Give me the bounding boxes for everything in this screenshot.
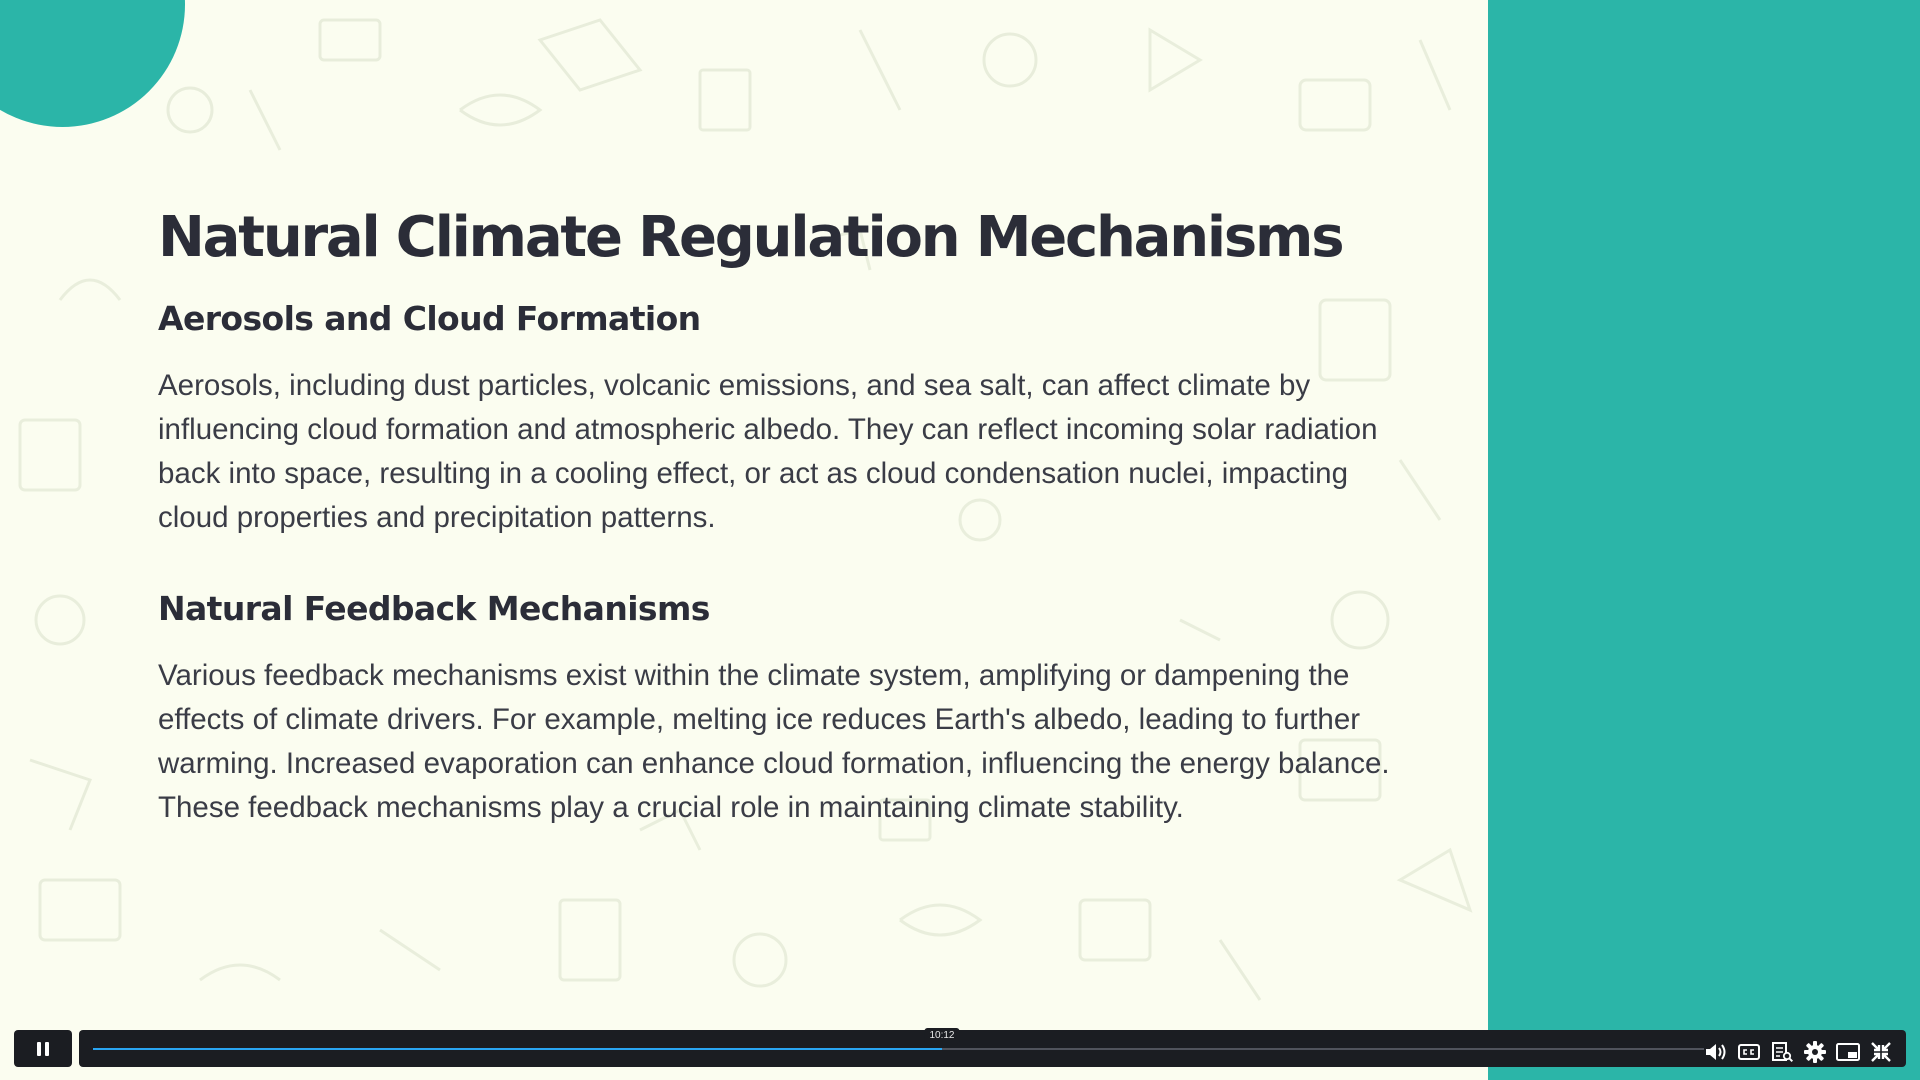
teal-side-panel bbox=[1488, 0, 1920, 1080]
closed-captions-icon[interactable] bbox=[1736, 1040, 1761, 1065]
pause-icon bbox=[37, 1042, 49, 1056]
pause-button[interactable] bbox=[14, 1030, 72, 1067]
settings-icon[interactable] bbox=[1802, 1040, 1827, 1065]
exit-fullscreen-icon[interactable] bbox=[1868, 1040, 1893, 1065]
player-control-bar bbox=[0, 1026, 1920, 1070]
section-body-feedback: Various feedback mechanisms exist within the climate system, amplifying or dampening the effects of climate drivers. For example, melting ice reduces Earth's albedo, leading to further warming. Increased evaporation can enhance cloud formation, influencing the energy balance. These feedback mechanisms play a crucial role in maintaining climate stability. bbox=[158, 659, 1390, 824]
section-heading-feedback: Natural Feedback Mechanisms bbox=[158, 589, 710, 628]
slide-content bbox=[158, 196, 1398, 830]
progress-bar-container bbox=[79, 1030, 1906, 1067]
progress-fill bbox=[93, 1048, 942, 1050]
transcript-icon[interactable] bbox=[1769, 1040, 1794, 1065]
volume-icon[interactable] bbox=[1703, 1040, 1728, 1065]
section-body-aerosols: Aerosols, including dust particles, volcanic emissions, and sea salt, can affect climate by influencing cloud formation and atmospheric albedo. They can reflect incoming solar radiation back into space, resulting in a cooling effect, or act as cloud condensation nuclei, impacting cloud properties and precipitation patterns. bbox=[158, 369, 1378, 534]
progress-track[interactable] bbox=[93, 1030, 1704, 1050]
slide-title: Natural Climate Regulation Mechanisms bbox=[158, 205, 1343, 270]
section-heading-aerosols: Aerosols and Cloud Formation bbox=[158, 299, 701, 338]
player-icon-group bbox=[1703, 1036, 1893, 1068]
picture-in-picture-icon[interactable] bbox=[1835, 1040, 1860, 1065]
current-time-tooltip: 10:12 bbox=[924, 1028, 959, 1044]
decorative-corner-circle bbox=[0, 0, 185, 127]
